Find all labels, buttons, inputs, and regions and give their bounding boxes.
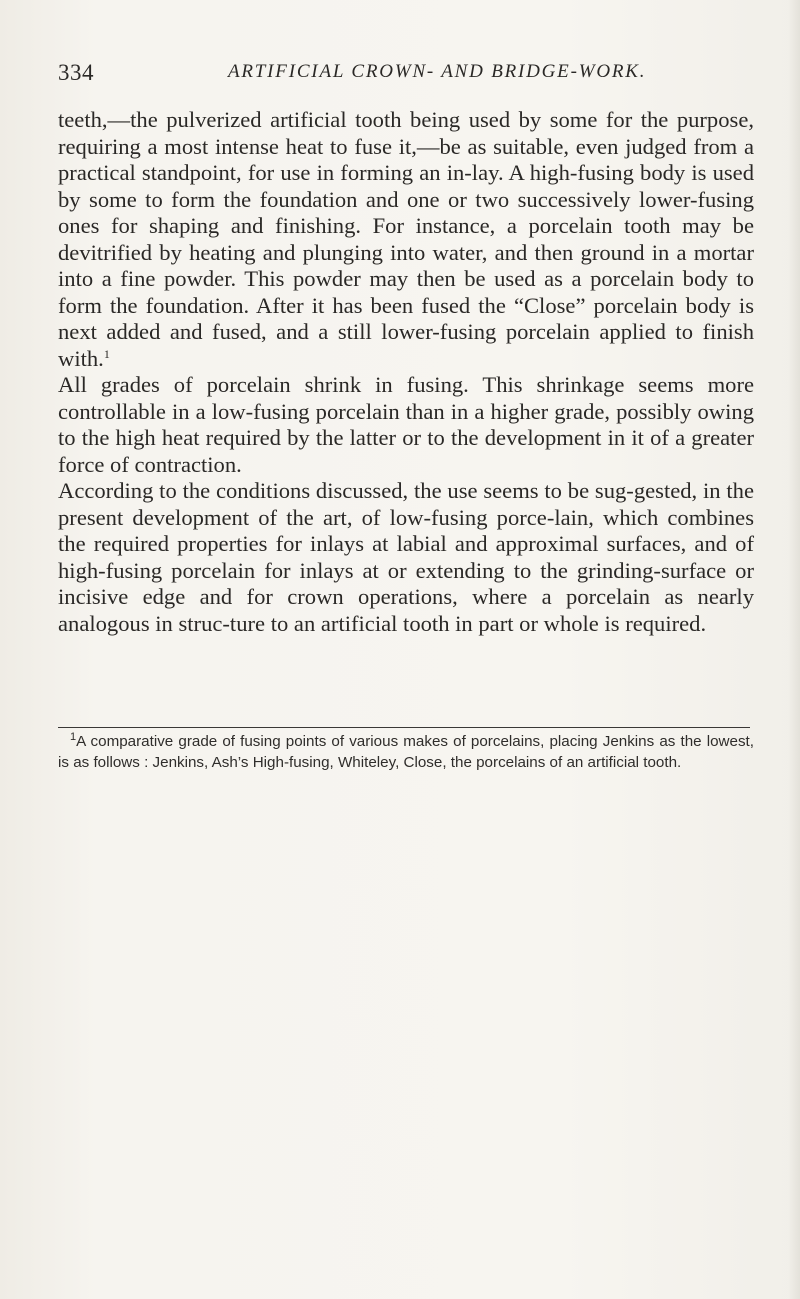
footnote-marker: 1: [70, 731, 77, 743]
page-header: [58, 50, 748, 90]
footnote-reference: 1: [103, 346, 110, 361]
page-edge-shadow: [788, 0, 800, 1299]
paragraph-1-text: teeth,—the pulverized artificial tooth being used by some for the purpose, requiring a most intense heat to fuse it,—be as suitable, even judged from a practical standpoint, for use in forming an in-lay. A high-fusing body is used by some to form the foundation and one or two successively lower-fusing ones for shaping and finishing. For instance, a porcelain tooth may be devitrified by heating and plunging into water, and then ground in a mortar into a fine powder. This powder may then be used as a porcelain body to form the foundation. After it has been fused the “Close” porcelain body is next added and fused, and a still lower-fusing porcelain applied to finish with.: [58, 107, 754, 371]
footnote-divider: [58, 727, 750, 728]
footnote-text: A comparative grade of fusing points of various makes of porcelains, placing Jenkins as the lowest, is as follows : Jenkins, Ash’s High-fusing, Whiteley, Close, the porcelains of an artificial tooth.: [58, 733, 754, 771]
paragraph-3: According to the conditions discussed, the use seems to be sug-gested, in the present development of the art, of low-fusing porce-lain, which combines the required properties for inlays at labial and approximal surfaces, and of high-fusing porcelain for inlays at or extending to the grinding-surface or incisive edge and for crown operations, where a porcelain as nearly analogous in struc-ture to an artificial tooth in part or whole is required.: [58, 478, 754, 636]
page-number: 334: [58, 60, 94, 85]
body-text: [58, 107, 754, 637]
paragraph-2: All grades of porcelain shrink in fusing. This shrinkage seems more controllable in a low-fusing porcelain than in a higher grade, possibly owing to the high heat required by the latter or to the development in it of a greater force of contraction.: [58, 372, 754, 477]
footnote: [58, 732, 754, 774]
running-head: ARTIFICIAL CROWN- AND BRIDGE-WORK.: [228, 61, 647, 82]
paragraph-1: [58, 107, 754, 372]
